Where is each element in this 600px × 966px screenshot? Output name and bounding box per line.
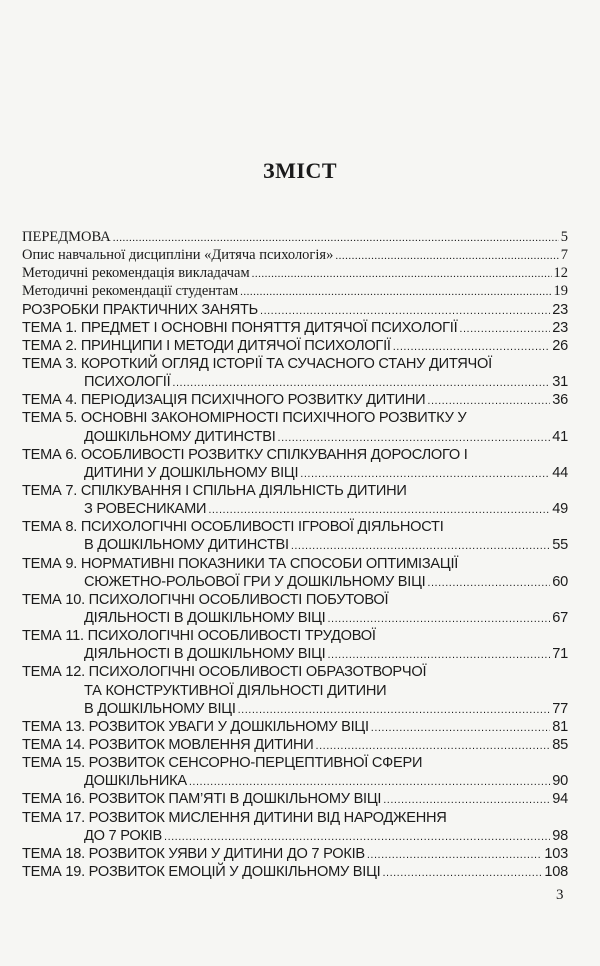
toc-entry-page: 12 <box>553 265 568 282</box>
toc-entry[interactable] <box>22 736 568 754</box>
toc-entry-title: ТЕМА 10. ПСИХОЛОГІЧНІ ОСОБЛИВОСТІ ПОБУТОВОЇ <box>22 591 389 608</box>
toc-entry-title: ТЕМА 16. РОЗВИТОК ПАМ’ЯТІ В ДОШКІЛЬНОМУ ВІЦІ <box>22 791 382 808</box>
toc-entry-page: 81 <box>552 718 568 735</box>
toc-entry-line <box>22 355 568 373</box>
dot-leader <box>300 464 550 483</box>
toc-entry[interactable] <box>22 228 568 246</box>
toc-entry-line <box>22 428 568 446</box>
toc-entry-page: 94 <box>552 791 568 808</box>
toc-entry-line <box>22 663 568 681</box>
dot-leader <box>252 264 552 283</box>
toc-entry-title: ПЕРЕДМОВА <box>22 229 111 245</box>
toc-entry-page: 90 <box>552 773 568 790</box>
toc-entry-line <box>22 246 568 264</box>
toc-entry-line <box>22 282 568 300</box>
toc-entry-page: 41 <box>552 428 568 445</box>
toc-entry-page: 23 <box>552 319 568 336</box>
dot-leader <box>260 301 550 320</box>
toc-entry-title: ТЕМА 9. НОРМАТИВНІ ПОКАЗНИКИ ТА СПОСОБИ ОПТИМІЗАЦІЇ <box>22 555 459 572</box>
toc-entry-title: СЮЖЕТНО-РОЛЬОВОЇ ГРИ У ДОШКІЛЬНОМУ ВІЦІ <box>84 573 426 590</box>
toc-entry-line <box>22 373 568 391</box>
dot-leader <box>113 228 559 247</box>
toc-entry-line <box>22 337 568 355</box>
toc-entry-line <box>22 536 568 554</box>
toc-entry-line <box>22 845 568 863</box>
toc-entry-page: 19 <box>553 283 568 300</box>
table-of-contents <box>22 228 568 881</box>
dot-leader <box>240 282 551 301</box>
toc-entry[interactable] <box>22 409 568 445</box>
toc-entry-line <box>22 863 568 881</box>
toc-entry-title: ТЕМА 15. РОЗВИТОК СЕНСОРНО-ПЕРЦЕПТИВНОЇ СФЕРИ <box>22 755 423 772</box>
toc-entry-page: 26 <box>552 337 568 354</box>
dot-leader <box>335 246 558 265</box>
toc-entry[interactable] <box>22 246 568 264</box>
toc-entry[interactable] <box>22 482 568 518</box>
toc-entry-page: 31 <box>552 374 568 391</box>
dot-leader <box>278 428 551 447</box>
toc-entry-page: 71 <box>552 646 568 663</box>
toc-entry-line <box>22 718 568 736</box>
toc-entry-line <box>22 573 568 591</box>
toc-entry-title: ТЕМА 5. ОСНОВНІ ЗАКОНОМІРНОСТІ ПСИХІЧНОГО РОЗВИТКУ У <box>22 410 467 427</box>
toc-entry[interactable] <box>22 391 568 409</box>
page-title: ЗМІСТ <box>263 158 337 183</box>
toc-entry-line <box>22 609 568 627</box>
dot-leader <box>382 863 542 882</box>
toc-entry-page: 103 <box>544 845 568 862</box>
toc-entry-line <box>22 264 568 282</box>
dot-leader <box>371 718 551 737</box>
dot-leader <box>327 645 550 664</box>
toc-entry-page: 98 <box>552 827 568 844</box>
toc-entry-title: Опис навчальної дисципліни «Дитяча психологія» <box>22 247 334 264</box>
dot-leader <box>189 772 550 791</box>
dot-leader <box>208 500 550 519</box>
toc-entry-page: 55 <box>552 537 568 554</box>
page-number: 3 <box>556 887 564 903</box>
toc-entry-title: В ДОШКІЛЬНОМУ ДИТИНСТВІ <box>84 537 289 554</box>
toc-entry[interactable] <box>22 264 568 282</box>
toc-entry-line <box>22 409 568 427</box>
toc-entry-title: ТЕМА 17. РОЗВИТОК МИСЛЕННЯ ДИТИНИ ВІД НАРОДЖЕННЯ <box>22 809 447 826</box>
toc-entry-title: ДІЯЛЬНОСТІ В ДОШКІЛЬНОМУ ВІЦІ <box>84 646 326 663</box>
toc-entry-title: ТА КОНСТРУКТИВНОЇ ДІЯЛЬНОСТІ ДИТИНИ <box>84 682 387 699</box>
toc-entry-page: 5 <box>560 229 568 245</box>
toc-entry-title: ПСИХОЛОГІЇ <box>84 374 171 391</box>
toc-entry[interactable] <box>22 790 568 808</box>
toc-entry-line <box>22 391 568 409</box>
toc-entry-page: 36 <box>552 392 568 409</box>
toc-entry-title: ТЕМА 11. ПСИХОЛОГІЧНІ ОСОБЛИВОСТІ ТРУДОВОЇ <box>22 628 376 645</box>
toc-entry-title: З РОВЕСНИКАМИ <box>84 501 207 518</box>
toc-entry-title: Методичні рекомендація викладачам <box>22 265 250 282</box>
toc-entry[interactable] <box>22 754 568 790</box>
toc-entry-line <box>22 464 568 482</box>
toc-entry[interactable] <box>22 355 568 391</box>
toc-entry-line <box>22 790 568 808</box>
dot-leader <box>164 827 550 846</box>
toc-entry-title: ТЕМА 3. КОРОТКИЙ ОГЛЯД ІСТОРІЇ ТА СУЧАСНОГО СТАНУ ДИТЯЧОЇ <box>22 355 492 372</box>
toc-entry-title: ТЕМА 18. РОЗВИТОК УЯВИ У ДИТИНИ ДО 7 РОКІВ <box>22 845 365 862</box>
toc-entry[interactable] <box>22 337 568 355</box>
toc-entry-page: 67 <box>552 609 568 626</box>
toc-entry-line <box>22 754 568 772</box>
toc-entry-title: В ДОШКІЛЬНОМУ ВІЦІ <box>84 700 236 717</box>
toc-entry[interactable] <box>22 718 568 736</box>
dot-leader <box>393 337 551 356</box>
toc-entry-line <box>22 301 568 319</box>
dot-leader <box>316 736 551 755</box>
toc-entry-page: 7 <box>560 247 568 264</box>
toc-entry-title: ТЕМА 4. ПЕРІОДИЗАЦІЯ ПСИХІЧНОГО РОЗВИТКУ ДИТИНИ <box>22 392 426 409</box>
toc-entry[interactable] <box>22 446 568 482</box>
toc-entry-title: ТЕМА 14. РОЗВИТОК МОВЛЕННЯ ДИТИНИ <box>22 736 314 753</box>
toc-entry-line <box>22 809 568 827</box>
dot-leader <box>172 373 550 392</box>
toc-entry-line <box>22 228 568 246</box>
dot-leader <box>427 573 550 592</box>
toc-entry-page: 49 <box>552 501 568 518</box>
toc-entry-title: ТЕМА 1. ПРЕДМЕТ І ОСНОВНІ ПОНЯТТЯ ДИТЯЧОЇ ПСИХОЛОГІЇ <box>22 319 458 336</box>
toc-entry-title: РОЗРОБКИ ПРАКТИЧНИХ ЗАНЯТЬ <box>22 301 259 318</box>
toc-entry-title: Методичні рекомендації студентам <box>22 283 239 300</box>
toc-entry[interactable] <box>22 591 568 627</box>
toc-entry-title: ТЕМА 6. ОСОБЛИВОСТІ РОЗВИТКУ СПІЛКУВАННЯ ДОРОСЛОГО І <box>22 446 468 463</box>
dot-leader <box>383 790 550 809</box>
toc-entry[interactable] <box>22 663 568 717</box>
toc-entry-title: ДОШКІЛЬНИКА <box>84 773 187 790</box>
toc-entry-line <box>22 700 568 718</box>
dot-leader <box>367 845 543 864</box>
dot-leader <box>459 319 550 338</box>
dot-leader <box>291 536 550 555</box>
toc-entry-title: ДОШКІЛЬНОМУ ДИТИНСТВІ <box>84 428 276 445</box>
toc-entry[interactable] <box>22 809 568 845</box>
toc-entry-page: 77 <box>552 700 568 717</box>
toc-entry[interactable] <box>22 863 568 881</box>
dot-leader <box>238 700 551 719</box>
toc-entry-line <box>22 645 568 663</box>
toc-entry-page: 85 <box>552 736 568 753</box>
dot-leader <box>327 609 550 628</box>
toc-entry-line <box>22 772 568 790</box>
toc-entry[interactable] <box>22 627 568 663</box>
toc-entry-line <box>22 518 568 536</box>
toc-entry-page: 23 <box>552 301 568 318</box>
toc-entry-page: 60 <box>552 573 568 590</box>
toc-entry-title: ДИТИНИ У ДОШКІЛЬНОМУ ВІЦІ <box>84 464 299 481</box>
toc-entry-line <box>22 500 568 518</box>
toc-entry-title: ТЕМА 2. ПРИНЦИПИ І МЕТОДИ ДИТЯЧОЇ ПСИХОЛОГІЇ <box>22 337 391 354</box>
toc-entry[interactable] <box>22 518 568 554</box>
toc-entry-title: ТЕМА 7. СПІЛКУВАННЯ І СПІЛЬНА ДІЯЛЬНІСТЬ ДИТИНИ <box>22 482 407 499</box>
toc-entry[interactable] <box>22 319 568 337</box>
toc-entry-line <box>22 446 568 464</box>
toc-entry-line <box>22 319 568 337</box>
toc-entry-line <box>22 682 568 700</box>
toc-entry-title: ТЕМА 12. ПСИХОЛОГІЧНІ ОСОБЛИВОСТІ ОБРАЗОТВОРЧОЇ <box>22 664 427 681</box>
toc-entry-line <box>22 827 568 845</box>
toc-entry-title: ДО 7 РОКІВ <box>84 827 163 844</box>
toc-entry-line <box>22 736 568 754</box>
dot-leader <box>427 391 550 410</box>
toc-entry[interactable] <box>22 301 568 319</box>
toc-entry[interactable] <box>22 555 568 591</box>
toc-entry-title: ТЕМА 8. ПСИХОЛОГІЧНІ ОСОБЛИВОСТІ ІГРОВОЇ ДІЯЛЬНОСТІ <box>22 519 444 536</box>
toc-entry-title: ТЕМА 19. РОЗВИТОК ЕМОЦІЙ У ДОШКІЛЬНОМУ ВІЦІ <box>22 863 381 880</box>
toc-entry[interactable] <box>22 845 568 863</box>
toc-entry-line <box>22 555 568 573</box>
toc-entry-line <box>22 482 568 500</box>
toc-entry-line <box>22 627 568 645</box>
toc-entry-line <box>22 591 568 609</box>
toc-entry-title: ТЕМА 13. РОЗВИТОК УВАГИ У ДОШКІЛЬНОМУ ВІЦІ <box>22 718 369 735</box>
toc-entry-title: ДІЯЛЬНОСТІ В ДОШКІЛЬНОМУ ВІЦІ <box>84 609 326 626</box>
toc-entry-page: 44 <box>552 464 568 481</box>
toc-entry[interactable] <box>22 282 568 300</box>
toc-entry-page: 108 <box>544 863 568 880</box>
